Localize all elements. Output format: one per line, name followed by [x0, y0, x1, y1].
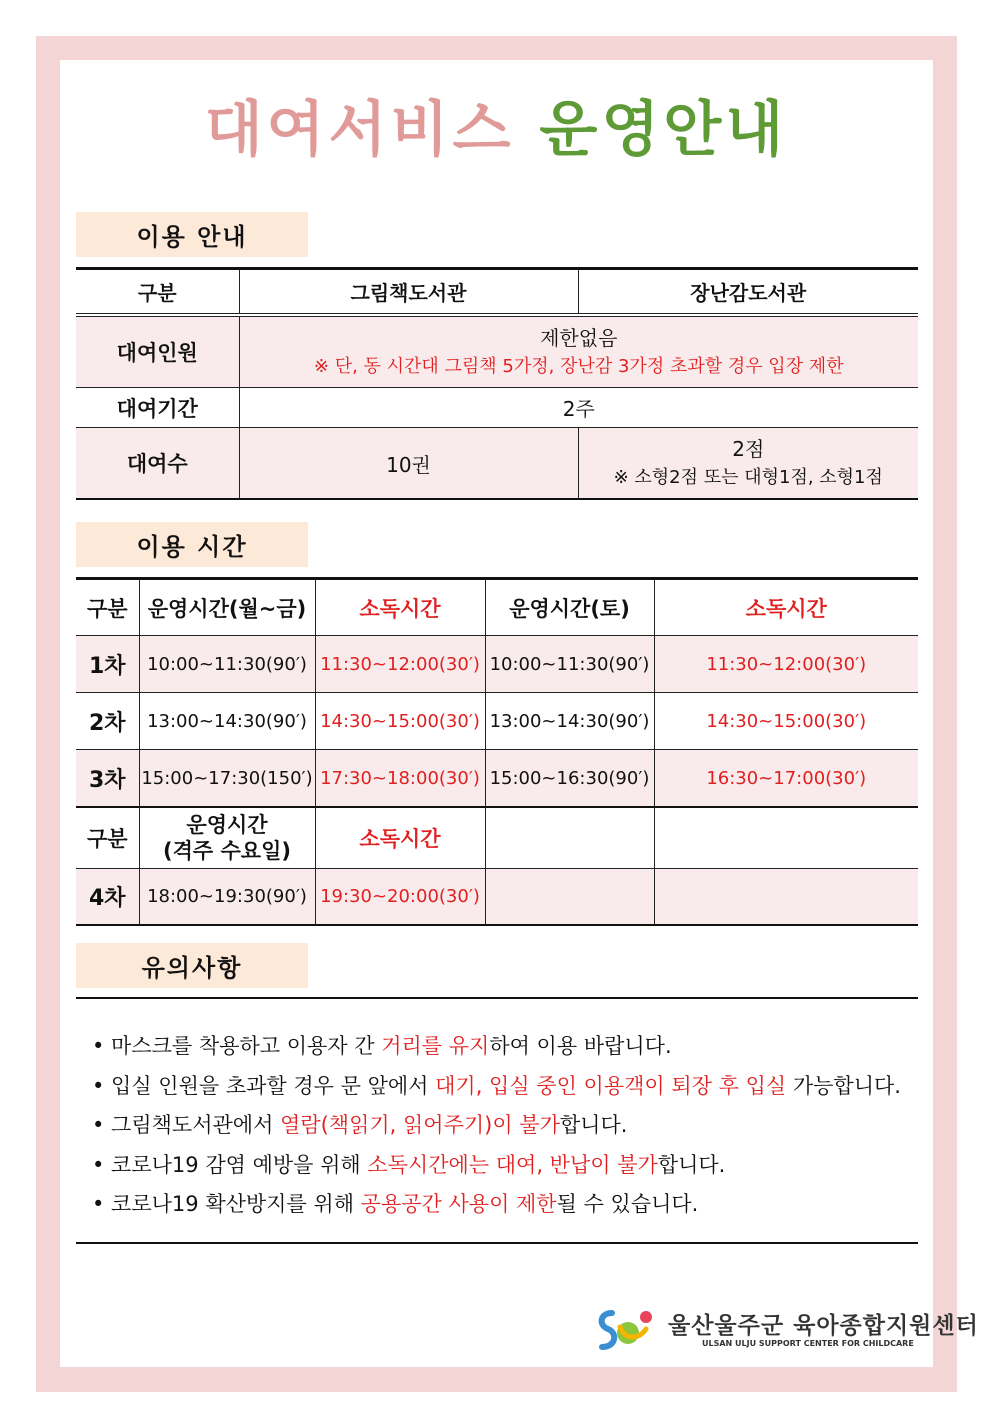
hours-header-weekday-disinfect: 소독시간 — [315, 579, 485, 636]
section-label-usage-guide: 이용 안내 — [76, 212, 308, 257]
rental-members-note: ※ 단, 동 시간대 그림책 5가정, 장난감 3가정 초과할 경우 입장 제한 — [313, 356, 844, 377]
note-item: • 입실 인원을 초과할 경우 문 앞에서 대기, 입실 중인 이용객이 퇴장 후 입실 가능합니다. — [92, 1073, 901, 1098]
rental-count-label: 대여수 — [76, 428, 239, 500]
center-logo-icon — [594, 1305, 664, 1355]
rental-count-toys-note: ※ 소형2점 또는 대형1점, 소형1점 — [613, 467, 883, 488]
rental-period-value: 2주 — [239, 388, 918, 428]
rental-count-row — [76, 428, 918, 500]
title-part-rental-service: 대여서비스 — [204, 95, 515, 165]
wednesday-header-time-line2: (격주 수요일) — [163, 839, 291, 863]
hours-header-row — [76, 579, 918, 636]
empty-cell — [485, 869, 654, 926]
section-label-hours: 이용 시간 — [76, 522, 308, 567]
wednesday-header-time — [139, 807, 315, 869]
hours-row-label: 3차 — [76, 750, 139, 808]
empty-cell — [654, 869, 918, 926]
usage-guide-header-row — [76, 269, 918, 314]
saturday-time: 13:00~14:30(90′) — [485, 693, 654, 750]
rental-count-toys: 2점 — [732, 437, 765, 461]
rental-count-books: 10권 — [239, 428, 578, 500]
saturday-disinfect-time: 11:30~12:00(30′) — [654, 636, 918, 693]
note-item: • 코로나19 감염 예방을 위해 소독시간에는 대여, 반납이 불가합니다. — [92, 1152, 726, 1177]
wednesday-time: 18:00~19:30(90′) — [139, 869, 315, 926]
hours-row-4 — [76, 869, 918, 926]
rental-members-cell — [239, 317, 918, 388]
title-part-operation-guide: 운영안내 — [539, 95, 788, 165]
hours-header-weekday: 운영시간(월~금) — [139, 579, 315, 636]
saturday-disinfect-time: 16:30~17:00(30′) — [654, 750, 918, 808]
hours-header-category: 구분 — [76, 579, 139, 636]
empty-cell — [485, 807, 654, 869]
hours-header-saturday: 운영시간(토) — [485, 579, 654, 636]
wednesday-header-category: 구분 — [76, 807, 139, 869]
note-item: • 그림책도서관에서 열람(책읽기, 읽어주기)이 불가합니다. — [92, 1113, 628, 1137]
empty-cell — [654, 807, 918, 869]
header-toy-library: 장난감도서관 — [578, 269, 918, 314]
weekday-time: 15:00~17:30(150′) — [139, 750, 315, 808]
center-logo-name: 울산울주군 육아종합지원센터 — [668, 1313, 979, 1339]
usage-guide-table — [76, 267, 918, 500]
section-label-notes: 유의사항 — [76, 943, 308, 988]
notes-list — [92, 1027, 901, 1225]
rental-members-value: 제한없음 — [540, 326, 618, 350]
hours-row-2 — [76, 693, 918, 750]
hours-row-label: 1차 — [76, 636, 139, 693]
wednesday-header-time-line1: 운영시간 — [186, 813, 268, 837]
rental-count-toys-cell — [578, 428, 918, 500]
center-logo — [594, 1305, 979, 1355]
center-logo-subtitle: ULSAN ULJU SUPPORT CENTER FOR CHILDCARE — [702, 1339, 914, 1348]
header-category: 구분 — [76, 269, 239, 314]
hours-row-1 — [76, 636, 918, 693]
hours-table — [76, 577, 918, 926]
weekday-time: 10:00~11:30(90′) — [139, 636, 315, 693]
note-item: • 마스크를 착용하고 이용자 간 거리를 유지하여 이용 바랍니다. — [92, 1034, 672, 1058]
weekday-disinfect-time: 14:30~15:00(30′) — [315, 693, 485, 750]
saturday-time: 15:00~16:30(90′) — [485, 750, 654, 808]
saturday-time: 10:00~11:30(90′) — [485, 636, 654, 693]
hours-header-saturday-disinfect: 소독시간 — [654, 579, 918, 636]
saturday-disinfect-time: 14:30~15:00(30′) — [654, 693, 918, 750]
header-picture-book-library: 그림책도서관 — [239, 269, 578, 314]
notes-bottom-divider — [76, 1242, 918, 1244]
wednesday-header-row — [76, 807, 918, 869]
rental-members-label: 대여인원 — [76, 317, 239, 388]
wednesday-disinfect-time: 19:30~20:00(30′) — [315, 869, 485, 926]
notes-top-divider — [76, 997, 918, 999]
note-item: • 코로나19 확산방지를 위해 공용공간 사용이 제한될 수 있습니다. — [92, 1192, 699, 1216]
weekday-disinfect-time: 11:30~12:00(30′) — [315, 636, 485, 693]
weekday-disinfect-time: 17:30~18:00(30′) — [315, 750, 485, 808]
hours-row-label: 4차 — [76, 869, 139, 926]
hours-row-label: 2차 — [76, 693, 139, 750]
rental-members-row — [76, 317, 918, 388]
hours-row-3 — [76, 750, 918, 808]
rental-period-row — [76, 388, 918, 428]
wednesday-header-disinfect: 소독시간 — [315, 807, 485, 869]
rental-period-label: 대여기간 — [76, 388, 239, 428]
page-title — [0, 82, 992, 168]
weekday-time: 13:00~14:30(90′) — [139, 693, 315, 750]
